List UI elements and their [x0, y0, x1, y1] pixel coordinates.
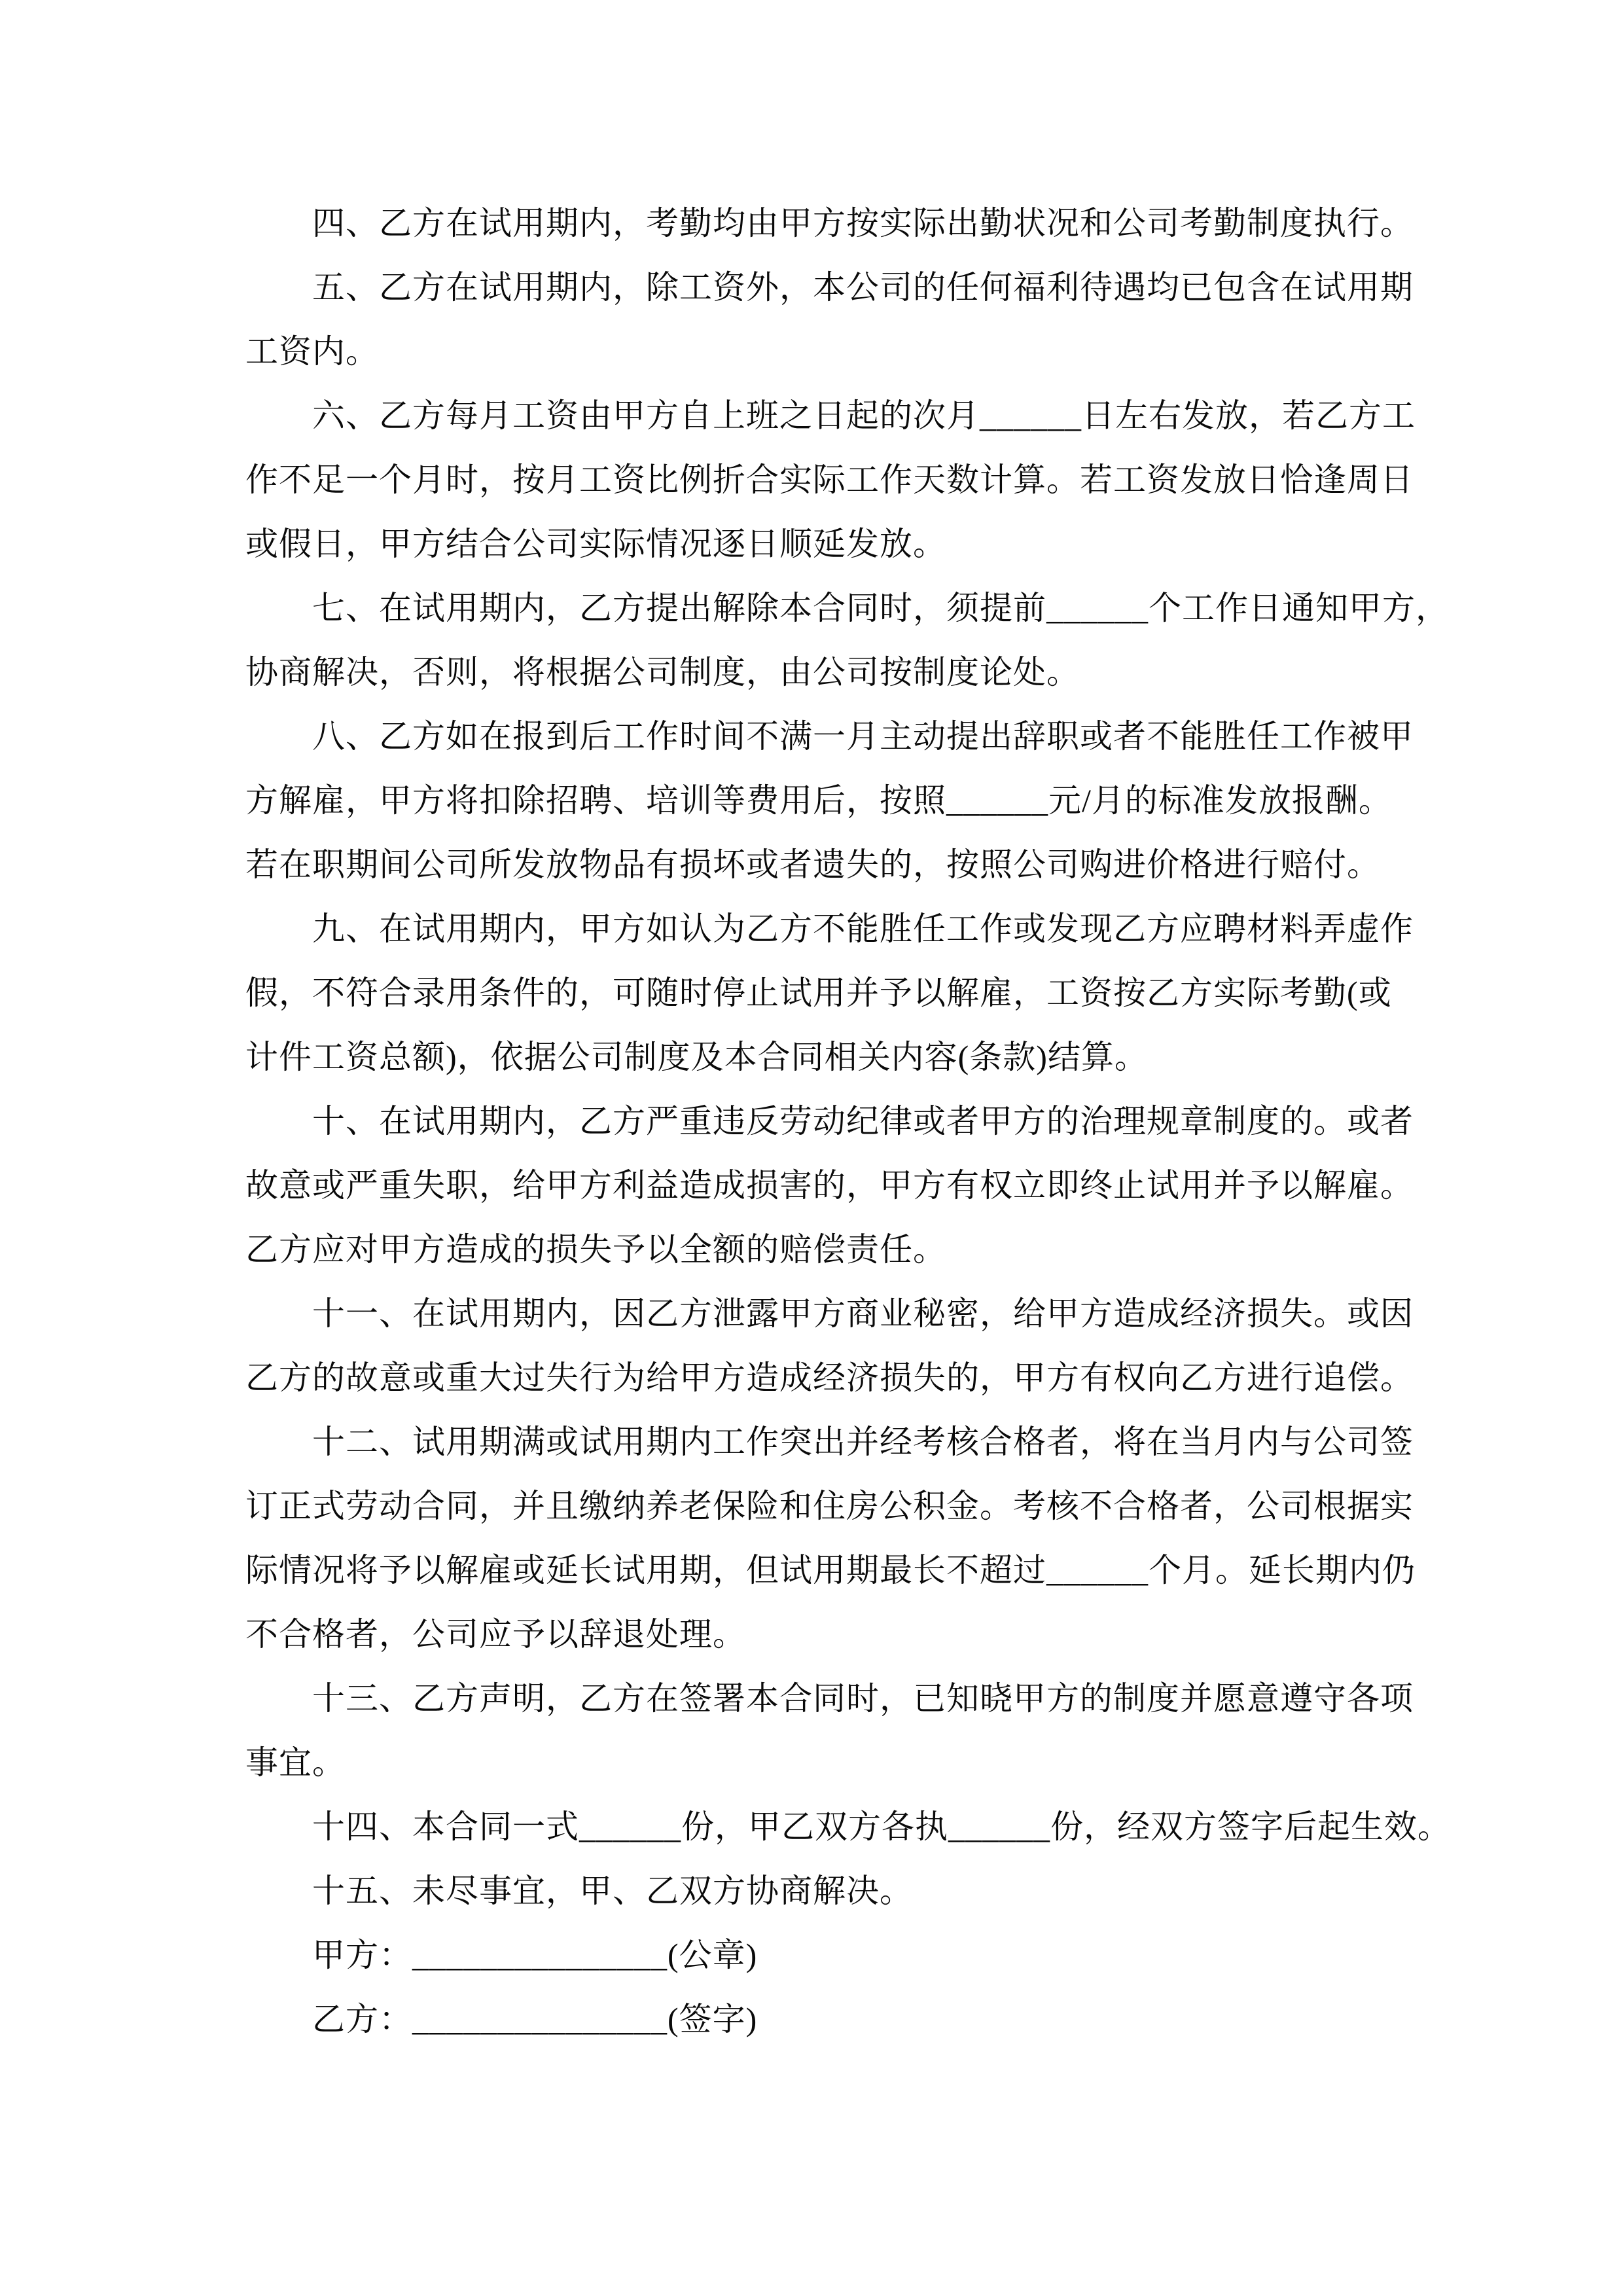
- contract-line: 不合格者，公司应予以辞退处理。: [245, 1616, 746, 1653]
- contract-line: 际情况将予以解雇或延长试用期，但试用期最长不超过______个月。延长期内仍: [245, 1552, 1416, 1588]
- contract-line: 方解雇，甲方将扣除招聘、培训等费用后，按照______元/月的标准发放报酬。: [245, 782, 1392, 819]
- contract-line: 乙方的故意或重大过失行为给甲方造成经济损失的，甲方有权向乙方进行追偿。: [245, 1359, 1414, 1396]
- contract-line: 四、乙方在试用期内，考勤均由甲方按实际出勤状况和公司考勤制度执行。: [312, 205, 1414, 242]
- contract-line: 协商解决，否则，将根据公司制度，由公司按制度论处。: [245, 654, 1080, 691]
- party-b-signature-line: 乙方：_______________(签字): [312, 2001, 758, 2037]
- contract-body: [245, 191, 1450, 2051]
- contract-line: 作不足一个月时，按月工资比例折合实际工作天数计算。若工资发放日恰逢周日: [245, 461, 1414, 498]
- party-a-signature-line: 甲方：_______________(公章): [312, 1937, 758, 1973]
- contract-line: 十一、在试用期内，因乙方泄露甲方商业秘密，给甲方造成经济损失。或因: [312, 1295, 1414, 1332]
- contract-line: 十、在试用期内，乙方严重违反劳动纪律或者甲方的治理规章制度的。或者: [312, 1103, 1414, 1139]
- contract-line: 十四、本合同一式______份，甲乙双方各执______份，经双方签字后起生效。: [312, 1808, 1451, 1845]
- contract-line: 或假日，甲方结合公司实际情况逐日顺延发放。: [245, 526, 946, 562]
- contract-line: 事宜。: [245, 1744, 346, 1781]
- contract-line: 六、乙方每月工资由甲方自上班之日起的次月______日左右发放，若乙方工: [312, 397, 1416, 434]
- contract-line: 十二、试用期满或试用期内工作突出并经考核合格者，将在当月内与公司签: [312, 1424, 1414, 1460]
- contract-line: 十五、未尽事宜，甲、乙双方协商解决。: [312, 1873, 913, 1909]
- contract-line: 假，不符合录用条件的，可随时停止试用并予以解雇，工资按乙方实际考勤(或: [245, 975, 1392, 1011]
- contract-line: 八、乙方如在报到后工作时间不满一月主动提出辞职或者不能胜任工作被甲: [312, 718, 1414, 755]
- contract-line: 五、乙方在试用期内，除工资外，本公司的任何福利待遇均已包含在试用期: [312, 269, 1414, 306]
- contract-line: 九、在试用期内，甲方如认为乙方不能胜任工作或发现乙方应聘材料弄虚作: [312, 910, 1414, 947]
- contract-line: 订正式劳动合同，并且缴纳养老保险和住房公积金。考核不合格者，公司根据实: [245, 1488, 1414, 1524]
- contract-line: 计件工资总额)，依据公司制度及本合同相关内容(条款)结算。: [245, 1039, 1148, 1075]
- contract-line: 工资内。: [245, 333, 379, 370]
- contract-line: 七、在试用期内，乙方提出解除本合同时，须提前______个工作日通知甲方，: [312, 590, 1449, 626]
- contract-line: 故意或严重失职，给甲方利益造成损害的，甲方有权立即终止试用并予以解雇。: [245, 1167, 1414, 1204]
- contract-line: 十三、乙方声明，乙方在签署本合同时，已知晓甲方的制度并愿意遵守各项: [312, 1680, 1414, 1717]
- contract-line: 乙方应对甲方造成的损失予以全额的赔偿责任。: [245, 1231, 946, 1268]
- contract-line: 若在职期间公司所发放物品有损坏或者遗失的，按照公司购进价格进行赔付。: [245, 846, 1380, 883]
